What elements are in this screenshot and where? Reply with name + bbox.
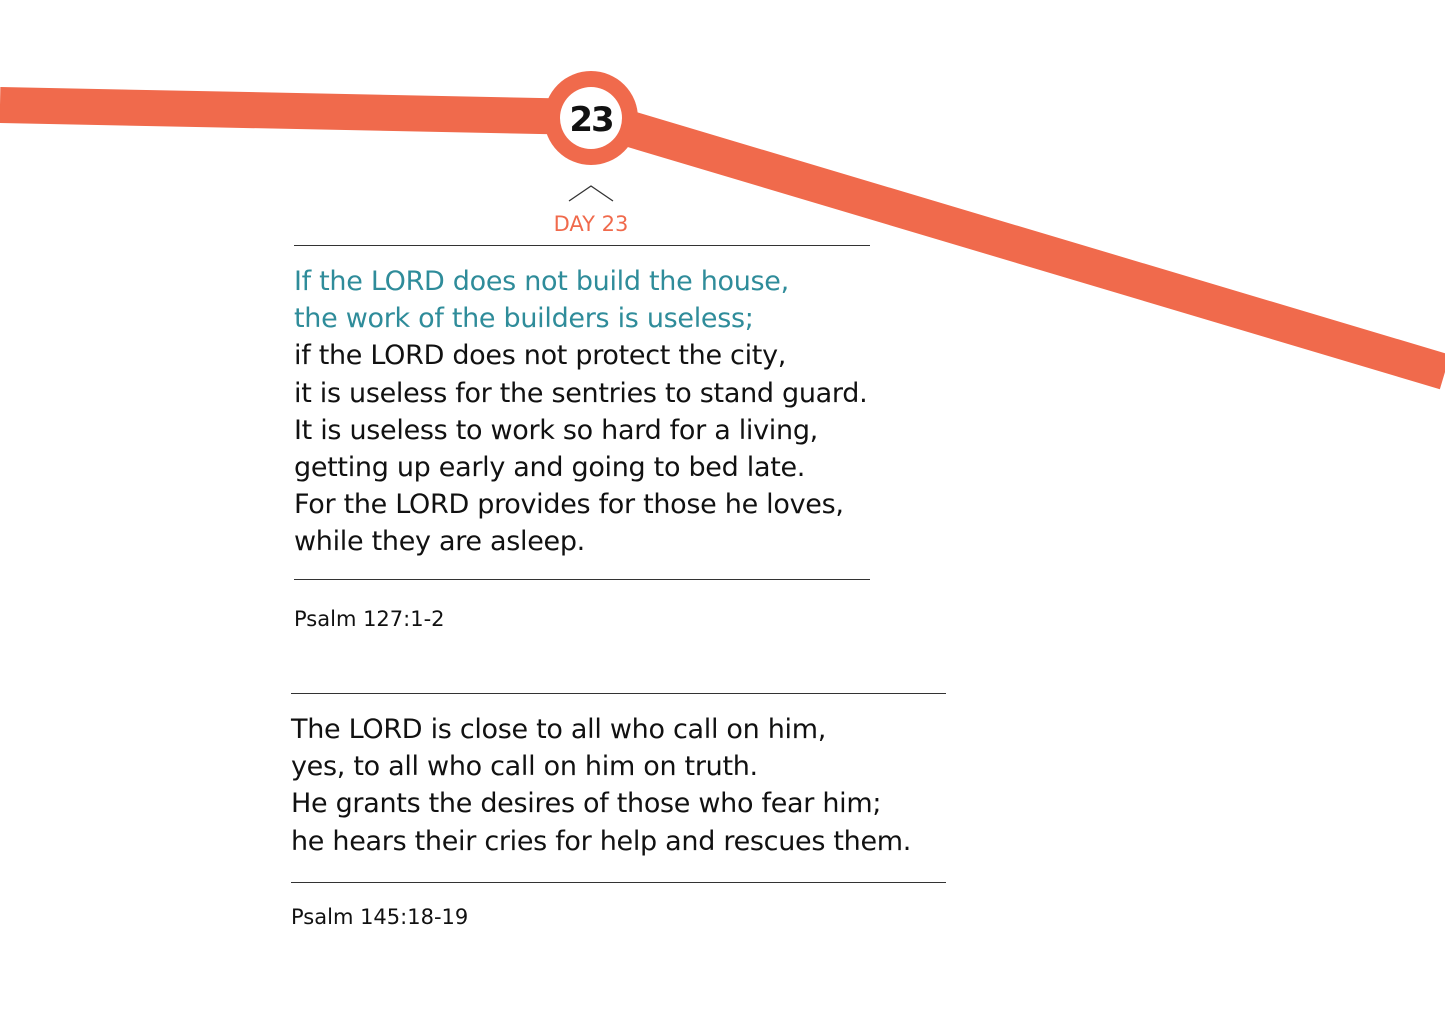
verse-line: It is useless to work so hard for a living, [294,414,818,446]
verse-reference: Psalm 145:18-19 [291,905,469,929]
divider [294,245,870,246]
verse-text [291,711,911,860]
day-label: DAY 23 [553,212,629,236]
verse-line: it is useless for the sentries to stand guard. [294,377,868,409]
verse-reference: Psalm 127:1-2 [294,607,445,631]
verse-line: while they are asleep. [294,526,585,558]
verse-line: he hears their cries for help and rescues them. [291,825,912,857]
verse-line: if the LORD does not protect the city, [294,340,787,372]
day-number: 23 [569,100,613,140]
verse-line-highlight: If the LORD does not build the house, [294,266,789,297]
verse-line: For the LORD provides for those he loves, [294,489,844,521]
divider [291,693,946,694]
divider [291,882,946,883]
verse-line-highlight: the work of the builders is useless; [294,303,754,335]
divider [294,579,870,580]
verse-line: The LORD is close to all who call on him, [291,714,827,745]
verse-line: yes, to all who call on him on truth. [291,751,758,783]
verse-line: He grants the desires of those who fear him; [291,788,882,820]
caret-up-icon [567,183,615,205]
verse-line: getting up early and going to bed late. [294,452,806,484]
verse-text [294,263,867,561]
